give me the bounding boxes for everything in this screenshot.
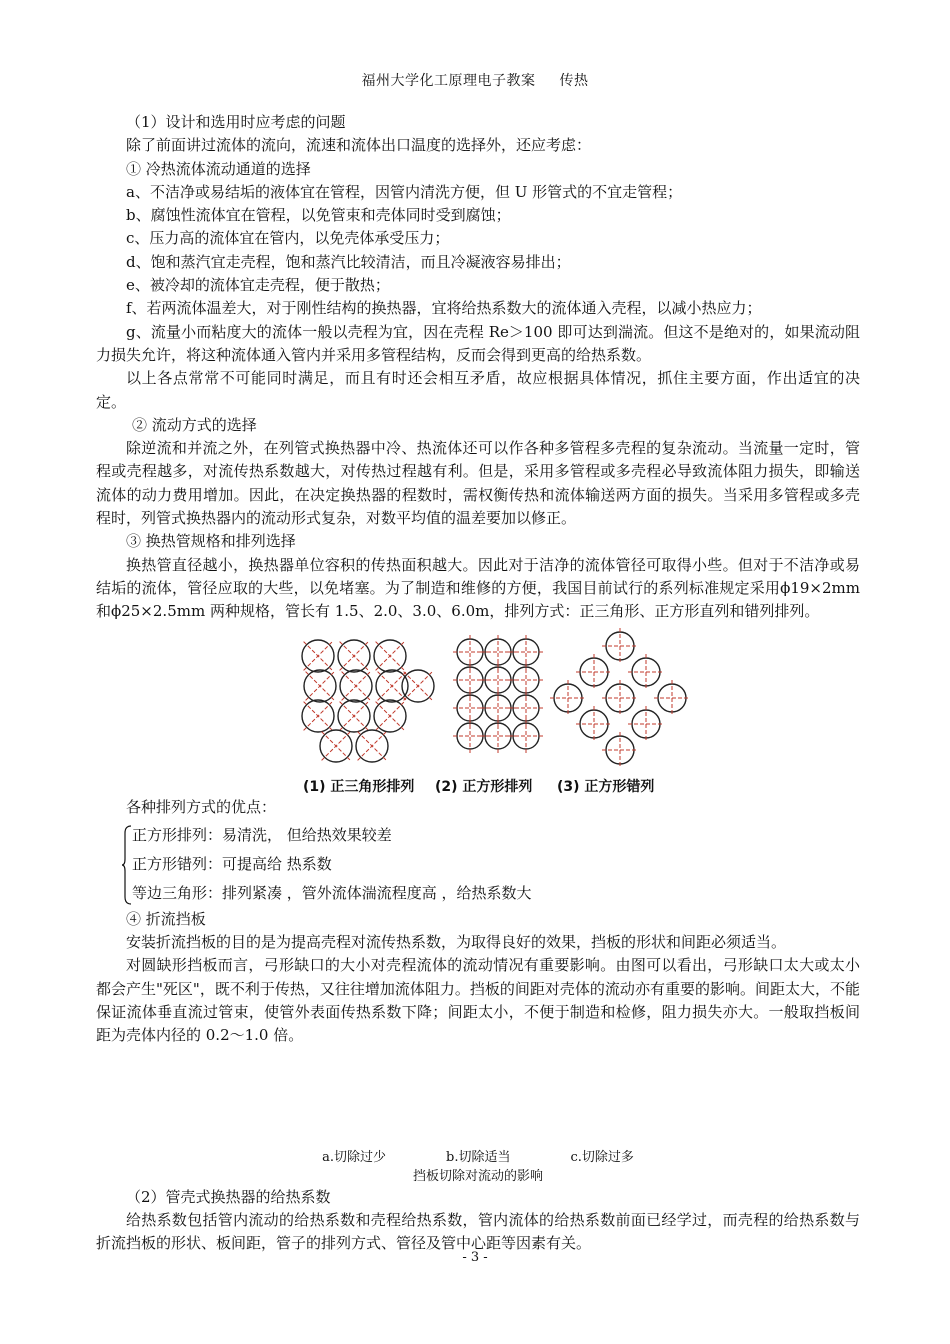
baffle-label-b: b.切除适当 [446,1149,511,1165]
advantage-square: 正方形排列：易清洗， 但给热效果较差 [132,825,392,844]
tube-circle-icon [602,628,638,664]
baffle-label-c: c.切除过多 [570,1149,634,1165]
caption-square: (2) 正方形排列 [435,778,533,795]
advantage-triangle: 等边三角形：排列紧凑 ，管外流体湍流程度高 ，给热系数大 [132,883,532,902]
brace-icon [122,825,132,905]
subsection-3-title: ③ 换热管规格和排列选择 [126,532,296,551]
subsection-1-title: ① 冷热流体流动通道的选择 [126,159,311,178]
list-item-d: d、饱和蒸汽宜走壳程，饱和蒸汽比较清洁，而且冷凝液容易排出； [126,252,571,271]
tube-circle-icon [628,706,664,742]
tube-circle-icon [602,732,638,768]
advantage-staggered: 正方形错列：可提高给 热系数 [132,854,332,873]
tube-circle-icon [376,670,408,702]
section-2-title: （2）管壳式换热器的给热系数 [126,1187,331,1206]
baffle-label-a: a.切除过少 [322,1149,386,1165]
list-item-b: b、腐蚀性流体宜在管程，以免管束和壳体同时受到腐蚀； [126,206,511,225]
tube-circle-icon [320,730,352,762]
subsection-3-text: 换热管直径越小，换热器单位容积的传热面积越大。因此对于洁净的流体管径可取得小些。但对于不洁净或易结垢的流体，管径应取的大些，以免堵塞。为了制造和维修的方便，我国目前试行的系列标准规定采用ϕ19×2mm 和ϕ25×2.5mm 两种规格，管长有 1.5、2.0、3.0、6.0m，排列方式：正三角形、正方形直列和错列排列。 [96,555,860,621]
section-1-conclusion: 以上各点常常不可能同时满足，而且有时还会相互矛盾，故应根据具体情况，抓住主要方面，作出适宜的决定。 [96,369,860,411]
header-chapter: 传热 [559,73,589,89]
subsection-4-para-1: 安装折流挡板的目的是为提高壳程对流传热系数，为取得良好的效果，挡板的形状和间距必须适当。 [126,933,787,952]
baffle-figure-placeholder [96,1048,860,1148]
tube-circle-icon [374,700,406,732]
baffle-figure-caption: 挡板切除对流动的影响 [412,1168,543,1184]
tube-circle-icon [338,640,370,672]
caption-staggered-square: (3) 正方形错列 [557,778,655,795]
page-header [0,70,950,90]
tube-circle-icon [374,640,406,672]
section-1-intro: 除了前面讲过流体的流向，流速和流体出口温度的选择外，还应考虑： [126,136,592,155]
tube-arrangement-diagram [298,628,688,768]
section-1-title: （1）设计和选用时应考虑的问题 [126,113,346,131]
tube-circle-icon [304,670,336,702]
list-item-c: c、压力高的流体宜在管内，以免壳体承受压力； [126,229,450,248]
tube-circle-icon [402,670,434,702]
tube-circle-icon [340,670,372,702]
tube-circle-icon [576,706,612,742]
tube-arrangement-captions [96,776,860,796]
list-item-f: f、若两流体温差大，对于刚性结构的换热器，宜将给热系数大的流体通入壳程，以减小热应力； [126,299,762,318]
tube-circle-icon [338,700,370,732]
page-number: - 3 - [462,1250,488,1265]
list-item-g: g、流量小而粘度大的流体一般以壳程为宜，因在壳程 Re＞100 即可达到湍流。但这不是绝对的，如果流动阻力损失允许，将这种流体通入管内并采用多管程结构，反而会得到更高的给热系数。 [96,322,860,364]
main-content [96,111,860,1256]
tube-circle-icon [302,640,334,672]
tube-circle-icon [576,654,612,690]
tube-circle-icon [550,680,586,716]
tube-circle-icon [654,680,688,716]
tube-circle-icon [628,654,664,690]
section-2-text: 给热系数包括管内流动的给热系数和壳程给热系数，管内流体的给热系数前面已经学过，而壳程的给热系数与折流挡板的形状、板间距，管子的排列方式、管径及管中心距等因素有关。 [96,1210,860,1253]
baffle-figure-labels [96,1148,860,1167]
subsection-2-text: 除逆流和并流之外，在列管式换热器中冷、热流体还可以作各种多管程多壳程的复杂流动。当流量一定时，管程或壳程越多，对流传热系数越大，对传热过程越有利。但是，采用多管程或多壳程必导致流体阻力损失，即输送流体的动力费用增加。因此，在决定换热器的程数时，需权衡传热和流体输送两方面的损失。当采用多管程或多壳程时，列管式换热器内的流动形式复杂，对数平均值的温差要加以修正。 [96,439,860,528]
list-item-e: e、被冷却的流体宜走壳程，便于散热； [126,276,390,295]
subsection-4-title: ④ 折流挡板 [126,909,206,928]
subsection-2-title: ② 流动方式的选择 [132,415,257,434]
header-title: 福州大学化工原理电子教案 [361,73,536,89]
advantages-list [96,821,860,908]
list-item-a: a、不洁净或易结垢的液体宜在管程，因管内清洗方便，但 U 形管式的不宜走管程； [126,182,683,201]
tube-circle-icon [602,680,638,716]
tube-circle-icon [302,700,334,732]
advantages-title: 各种排列方式的优点： [126,797,277,816]
tube-arrangement-figure [96,628,860,778]
caption-triangular: (1) 正三角形排列 [303,778,415,795]
subsection-4-para-2: 对圆缺形挡板而言，弓形缺口的大小对壳程流体的流动情况有重要影响。由图可以看出，弓形缺口太大或太小都会产生"死区"，既不利于传热，又往往增加流体阻力。挡板的间距对壳体的流动亦有重要的影响。间距太大，不能保证流体垂直流过管束，使管外表面传热系数下降；间距太小，不便于制造和检修，阻力损失亦大。一般取挡板间距为壳体内径的 0.2～1.0 倍。 [96,956,860,1045]
tube-circle-icon [356,730,388,762]
